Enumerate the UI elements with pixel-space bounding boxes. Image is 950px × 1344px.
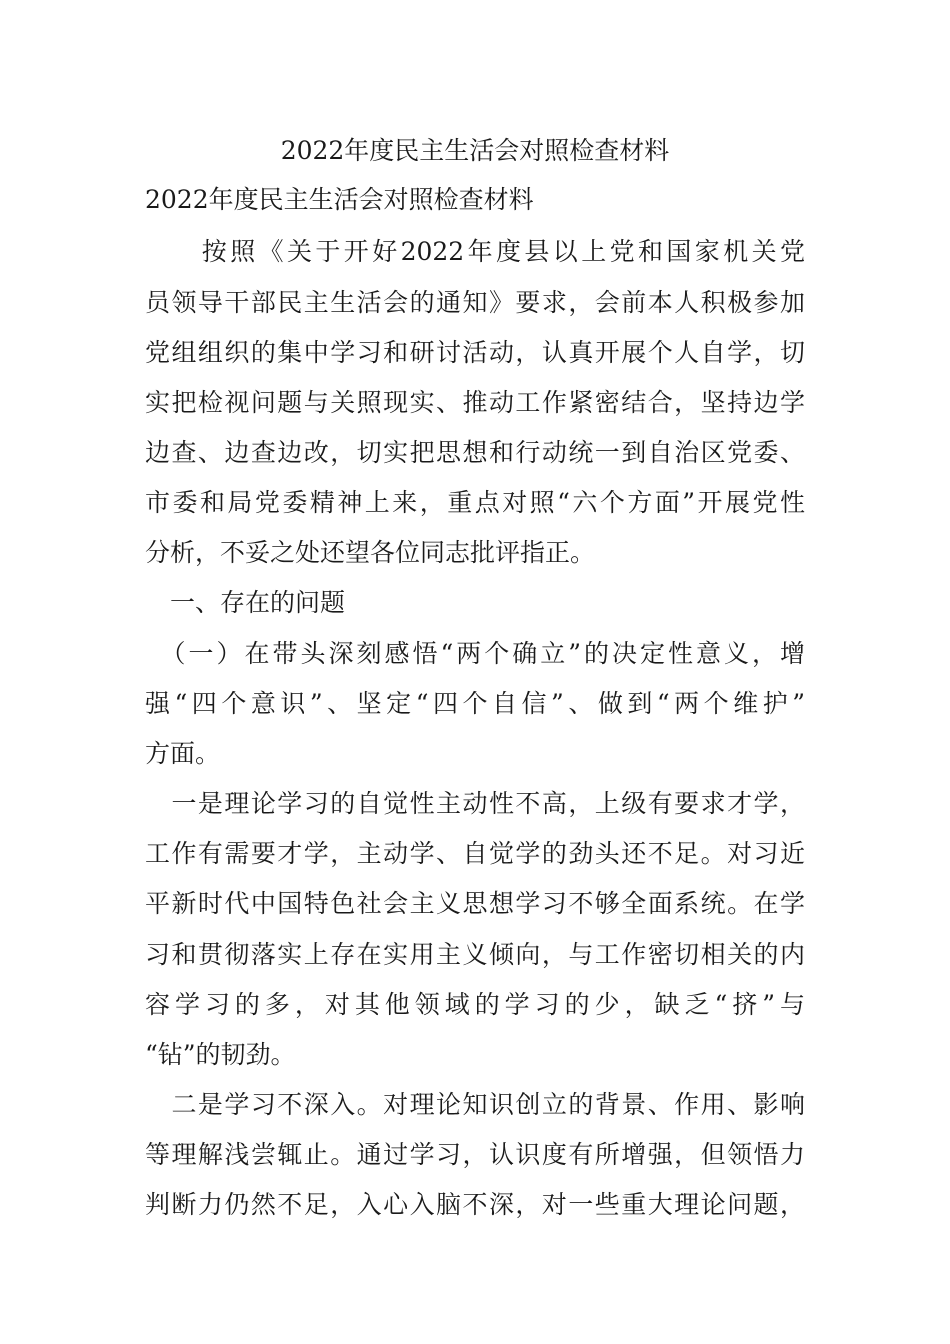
body-line: 等理解浅尝辄止。通过学习，认识度有所增强，但领悟力: [145, 1140, 805, 1169]
body-line: 工作有需要才学，主动学、自觉学的劲头还不足。对习近: [145, 839, 805, 868]
body-line: （一）在带头深刻感悟“两个确立”的决定性意义，增: [145, 639, 805, 668]
body-line: “钻”的韧劲。: [145, 1040, 296, 1069]
body-line: 分析，不妥之处还望各位同志批评指正。: [145, 538, 596, 567]
body-line: 平新时代中国特色社会主义思想学习不够全面系统。在学: [145, 889, 805, 918]
body-line: 方面。: [145, 739, 221, 768]
section-heading: 一、存在的问题: [145, 588, 346, 617]
document-title: 2022年度民主生活会对照检查材料: [280, 136, 670, 165]
document-subtitle: 2022年度民主生活会对照检查材料: [145, 185, 534, 214]
body-line: 习和贯彻落实上存在实用主义倾向，与工作密切相关的内: [145, 940, 805, 969]
body-line: 员领导干部民主生活会的通知》要求，会前本人积极参加: [145, 288, 805, 317]
body-line: 按照《关于开好2022年度县以上党和国家机关党: [145, 237, 805, 266]
body-line: 边查、边查边改，切实把思想和行动统一到自治区党委、: [145, 438, 805, 467]
body-line: 党组组织的集中学习和研讨活动，认真开展个人自学，切: [145, 338, 805, 367]
body-line: 市委和局党委精神上来，重点对照“六个方面”开展党性: [145, 488, 805, 517]
body-line: 容学习的多，对其他领域的学习的少，缺乏“挤”与: [145, 990, 805, 1019]
body-line: 一是理论学习的自觉性主动性不高，上级有要求才学，: [145, 789, 805, 818]
body-line: 强“四个意识”、坚定“四个自信”、做到“两个维护”: [145, 689, 805, 718]
body-line: 二是学习不深入。对理论知识创立的背景、作用、影响: [145, 1090, 805, 1119]
body-line: 实把检视问题与关照现实、推动工作紧密结合，坚持边学: [145, 388, 805, 417]
body-line: 判断力仍然不足，入心入脑不深，对一些重大理论问题，: [145, 1190, 805, 1219]
